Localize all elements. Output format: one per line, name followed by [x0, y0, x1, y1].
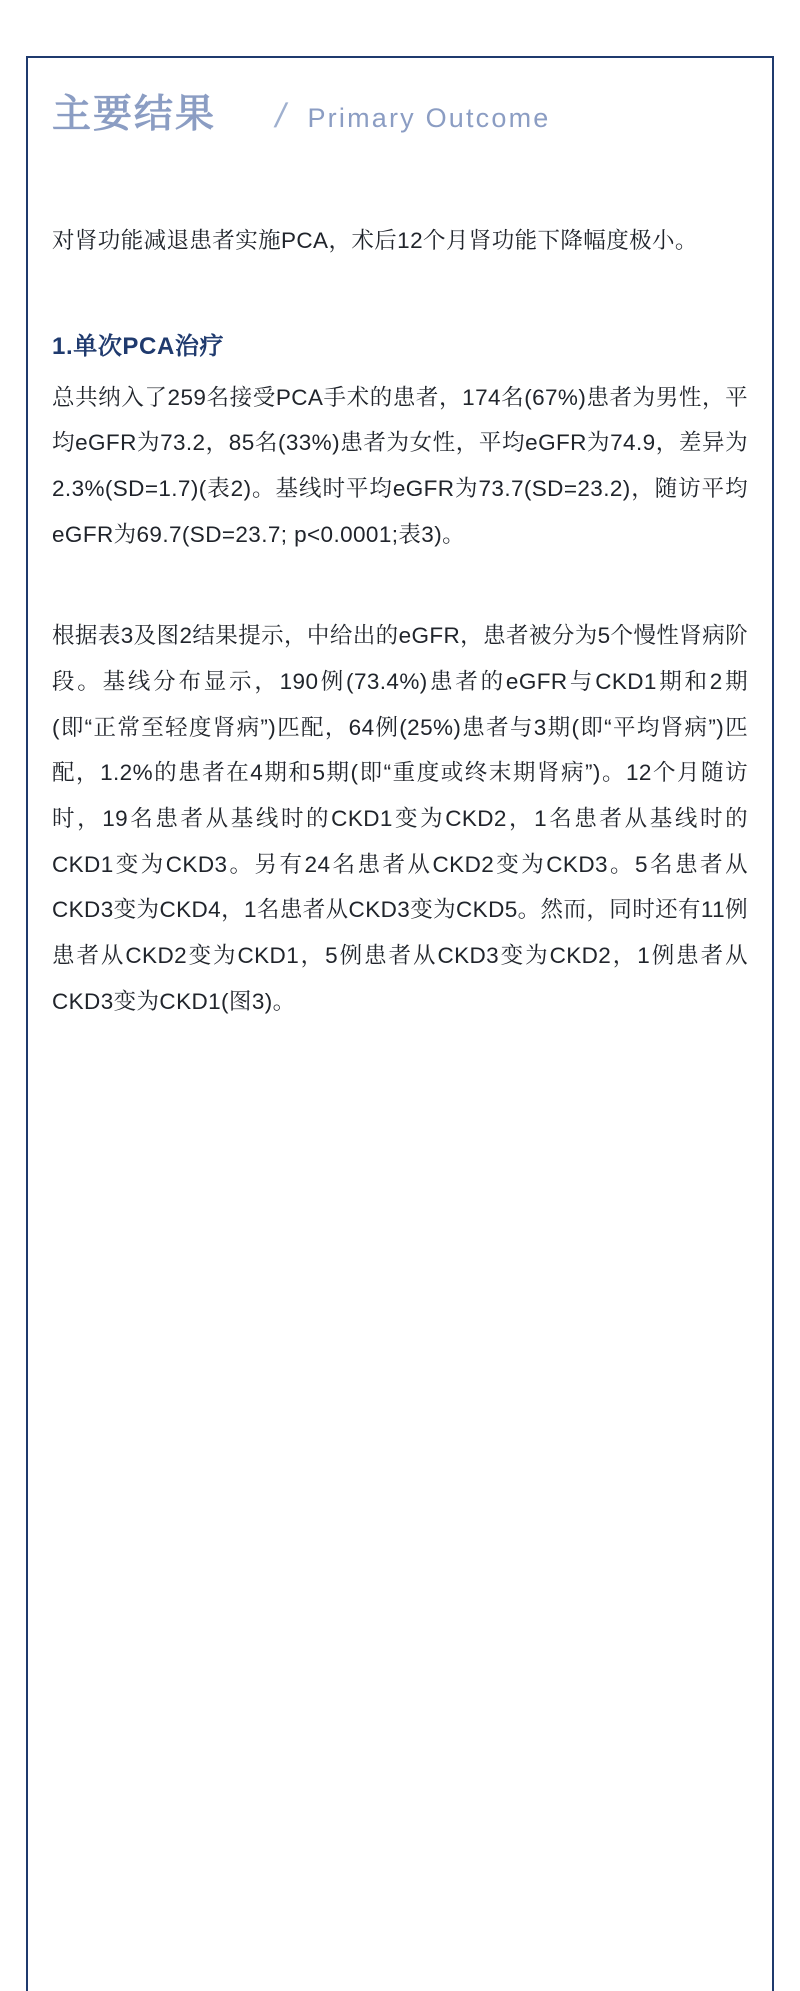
- body-paragraph-1: 总共纳入了259名接受PCA手术的患者，174名(67%)患者为男性，平均eGFR为73.2，85名(33%)患者为女性，平均eGFR为74.9，差异为2.3%(SD=1.7)(表2)。基线时平均eGFR为73.7(SD=23.2)，随访平均eGFR为69.7(SD=23.7; p<0.0001;表3)。: [52, 384, 748, 547]
- slash-divider-icon: /: [271, 97, 290, 135]
- intro-paragraph: 对肾功能减退患者实施PCA，术后12个月肾功能下降幅度极小。: [52, 228, 698, 253]
- page-title: 主要结果: [52, 93, 217, 136]
- section-title: 1.单次PCA治疗: [52, 332, 225, 360]
- section-heading: [52, 0, 748, 138]
- bottom-spacer: [52, 1024, 748, 1134]
- body-paragraph-2: 根据表3及图2结果提示，中给出的eGFR，患者被分为5个慢性肾病阶段。基线分布显示，190例(73.4%)患者的eGFR与CKD1期和2期(即“正常至轻度肾病”)匹配，64例(25%)患者与3期(即“平均肾病”)匹配，1.2%的患者在4期和5期(即“重度或终末期肾病”)。12个月随访时，19名患者从基线时的CKD1变为CKD2，1名患者从基线时的CKD1变为CKD3。另有24名患者从CKD2变为CKD3。5名患者从CKD3变为CKD4，1名患者从CKD3变为CKD5。然而，同时还有11例患者从CKD2变为CKD1，5例患者从CKD3变为CKD2，1例患者从CKD3变为CKD1(图3)。: [52, 623, 748, 1014]
- page-subtitle: Primary Outcome: [307, 103, 551, 133]
